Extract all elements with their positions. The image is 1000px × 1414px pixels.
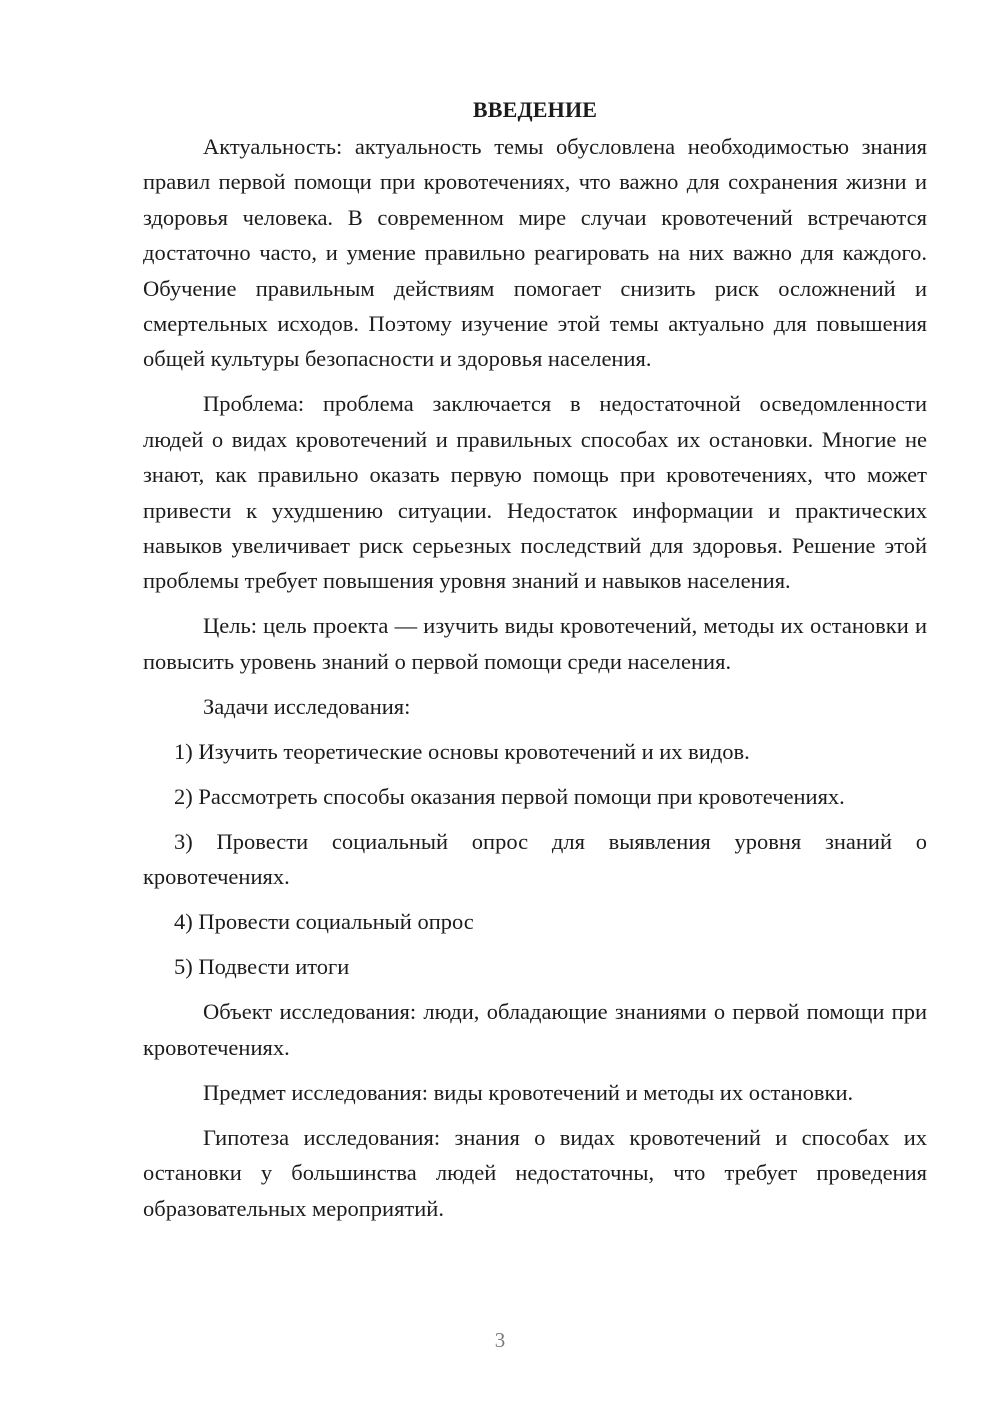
document-page: [143, 92, 927, 1226]
paragraph-relevance: Актуальность: актуальность темы обусловлена необходимостью знания правил первой помощи при кровотечениях, что важно для сохранения жизни и здоровья человека. В современном мире случаи кровотечений встречаются достаточно часто, и умение правильно реагировать на них важно для каждого. Обучение правильным действиям помогает снизить риск осложнений и смертельных исходов. Поэтому изучение этой темы актуально для повышения общей культуры безопасности и здоровья населения.: [143, 134, 927, 372]
task-item-3: 3) Провести социальный опрос для выявления уровня знаний о кровотечениях.: [143, 828, 927, 890]
paragraph-subject: Предмет исследования: виды кровотечений и методы их остановки.: [203, 1079, 854, 1105]
task-item-5: 5) Подвести итоги: [174, 954, 350, 980]
task-item-1: 1) Изучить теоретические основы кровотечений и их видов.: [174, 738, 750, 764]
task-item-4: 4) Провести социальный опрос: [174, 909, 474, 935]
paragraph-object: Объект исследования: люди, обладающие знаниями о первой помощи при кровотечениях.: [143, 999, 927, 1060]
document-title: ВВЕДЕНИЕ: [472, 97, 598, 122]
paragraph-problem: Проблема: проблема заключается в недостаточной осведомленности людей о видах кровотечений и правильных способах их остановки. Многие не знают, как правильно оказать первую помощь при кровотечениях, что может привести к ухудшению ситуации. Недостаток информации и практических навыков увеличивает риск серьезных последствий для здоровья. Решение этой проблемы требует повышения уровня знаний и навыков населения.: [143, 391, 927, 594]
task-item-2: 2) Рассмотреть способы оказания первой помощи при кровотечениях.: [174, 783, 845, 809]
page-number: 3: [494, 1328, 506, 1352]
tasks-heading: Задачи исследования:: [203, 693, 411, 719]
paragraph-goal: Цель: цель проекта — изучить виды кровотечений, методы их остановки и повысить уровень знаний о первой помощи среди населения.: [143, 613, 927, 674]
paragraph-hypothesis: Гипотеза исследования: знания о видах кровотечений и способах их остановки у большинства людей недостаточны, что требует проведения образовательных мероприятий.: [143, 1124, 927, 1221]
